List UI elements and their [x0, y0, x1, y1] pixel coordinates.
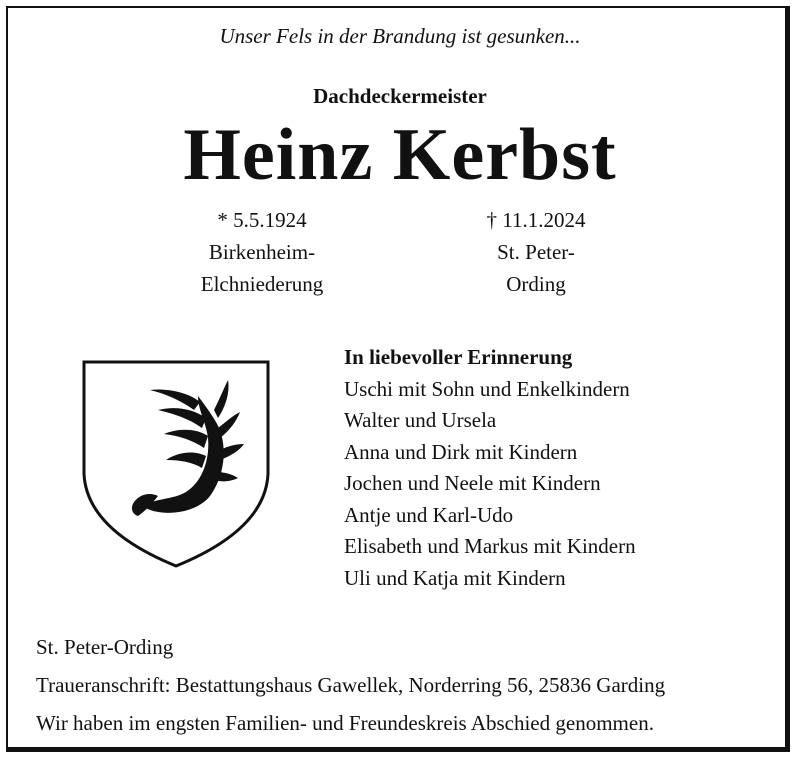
mourners-heading: In liebevoller Erinnerung [344, 345, 573, 369]
profession: Dachdeckermeister [313, 84, 487, 108]
birth-date: * 5.5.1924 [217, 208, 307, 232]
birth-place-line2: Elchniederung [200, 272, 324, 296]
death-info [416, 204, 656, 300]
coat-of-arms-antler-icon [80, 356, 272, 570]
list-item: Walter und Ursela [344, 408, 497, 432]
death-place-line2: Ording [506, 272, 566, 296]
birth-place-line1: Birkenheim- [208, 240, 316, 264]
death-place-line1: St. Peter- [497, 240, 575, 264]
deceased-name: Heinz Kerbst [183, 114, 617, 196]
footer [36, 628, 665, 742]
footer-place: St. Peter-Ording [36, 635, 174, 659]
list-item: Jochen und Neele mit Kindern [344, 471, 601, 495]
list-item: Anna und Dirk mit Kindern [344, 439, 578, 464]
death-date: † 11.1.2024 [486, 208, 586, 232]
list-item: Uschi mit Sohn und Enkelkindern [344, 376, 630, 401]
list-item: Elisabeth und Markus mit Kindern [344, 534, 636, 558]
motto: Unser Fels in der Brandung ist gesunken... [219, 24, 581, 48]
footer-note: Wir haben im engsten Familien- und Freundeskreis Abschied genommen. [36, 711, 654, 735]
mourners-list [344, 342, 636, 594]
footer-address: Traueranschrift: Bestattungshaus Gawellek, Norderring 56, 25836 Garding [36, 673, 666, 697]
birth-info [142, 204, 382, 300]
list-item: Antje und Karl-Udo [344, 502, 514, 527]
list-item: Uli und Katja mit Kindern [344, 565, 566, 590]
